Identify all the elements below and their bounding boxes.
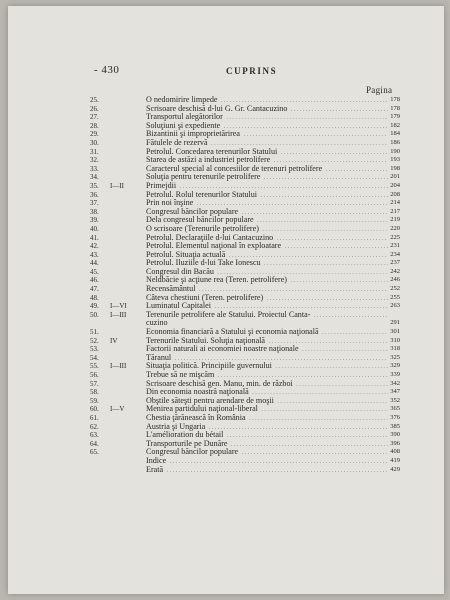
toc-entry [8, 173, 444, 182]
toc-entry [8, 294, 444, 303]
entry-page: 219 [390, 216, 400, 224]
entry-number: 44. [90, 259, 99, 268]
entry-page: 246 [390, 276, 400, 284]
entry-page: 255 [390, 293, 400, 301]
entry-number: 31. [90, 147, 99, 156]
entry-number: 62. [90, 422, 99, 431]
entry-number: 29. [90, 130, 99, 139]
toc-entry [8, 354, 444, 363]
entry-parts: I—VI [110, 302, 127, 311]
entry-number: 47. [90, 285, 99, 294]
entry-number: 60. [90, 405, 99, 414]
entry-page: 201 [390, 173, 400, 181]
entry-parts: IV [110, 336, 118, 345]
entry-page: 242 [390, 267, 400, 275]
entry-number: 38. [90, 207, 99, 216]
entry-title: Terenurile Statului. Soluţia naţională [146, 336, 266, 345]
entry-page: 318 [390, 345, 400, 353]
toc-entry [8, 388, 444, 397]
toc-entry [8, 199, 444, 208]
toc-entry [8, 276, 444, 285]
entry-parts: I—III [110, 310, 127, 319]
toc-entry [8, 251, 444, 260]
entry-page: 234 [390, 250, 400, 258]
toc-entry [8, 362, 444, 371]
entry-number: 43. [90, 250, 99, 259]
entry-page: 186 [390, 138, 400, 146]
toc-entry [8, 268, 444, 277]
toc-entry [8, 380, 444, 389]
entry-number: 45. [90, 267, 99, 276]
entry-title: Prin noi înşine [146, 199, 194, 208]
entry-number: 49. [90, 302, 99, 311]
entry-page: 237 [390, 259, 400, 267]
entry-title: Primejdii [146, 181, 177, 190]
toc-entry [8, 397, 444, 406]
entry-title: Trebue să ne mişcăm [146, 371, 215, 379]
entry-title: Recensământul [146, 285, 196, 294]
toc-entry [8, 156, 444, 165]
entry-page: 408 [390, 448, 400, 456]
entry-page: 179 [390, 113, 400, 121]
entry-page: 182 [390, 121, 400, 129]
entry-title: Indice [146, 456, 167, 465]
entry-page: 329 [390, 362, 400, 370]
entry-title-wrap [146, 466, 388, 476]
entry-page: 225 [390, 233, 400, 241]
toc-entry [8, 130, 444, 139]
entry-number: 28. [90, 121, 99, 130]
entry-page: 178 [390, 104, 400, 112]
toc-entry [8, 448, 444, 457]
toc-entry [8, 234, 444, 243]
entry-title: Factorii naturali ai economiei noastre naţionale [146, 345, 299, 354]
entry-title: Transportul alegătorilor [146, 113, 223, 122]
entry-title: Erată [146, 465, 164, 474]
entry-title: Austria şi Ungaria [146, 422, 206, 431]
entry-page: 184 [390, 130, 400, 138]
entry-page: 390 [390, 431, 400, 439]
entry-page: 342 [390, 379, 400, 387]
toc-entry [8, 122, 444, 131]
entry-page: 385 [390, 422, 400, 430]
entry-number: 30. [90, 138, 99, 147]
toc-entry [8, 414, 444, 423]
toc-entry [8, 165, 444, 174]
entry-page: 198 [390, 164, 400, 172]
entry-parts: I—V [110, 405, 125, 414]
entry-number: 42. [90, 242, 99, 251]
entry-title: L'amélioration du bétail [146, 431, 224, 440]
entry-number: 40. [90, 224, 99, 233]
entry-number: 33. [90, 164, 99, 173]
entry-title: cuzino [146, 319, 168, 328]
page-number: - 430 [94, 64, 120, 76]
toc-entry [8, 216, 444, 225]
entry-title: Chestia ţărănească în România [146, 413, 246, 422]
toc-entry [8, 440, 444, 449]
entry-number: 57. [90, 379, 99, 388]
toc-entry [8, 371, 444, 380]
entry-title: Fătulele de rezervă [146, 138, 208, 147]
entry-number: 36. [90, 190, 99, 199]
entry-number: 59. [90, 396, 99, 405]
toc-entry [8, 259, 444, 268]
entry-page: 429 [390, 465, 400, 473]
entry-title: Menirea partidului naţional-liberal [146, 405, 258, 414]
entry-number: 58. [90, 388, 99, 397]
entry-page: 396 [390, 439, 400, 447]
entry-number: 26. [90, 104, 99, 113]
entry-page: 291 [390, 319, 400, 327]
toc-entry [8, 148, 444, 157]
entry-title: Petrolul. Concedarea terenurilor Statului [146, 147, 278, 156]
entry-title: Bizantinii şi improprietărirea [146, 130, 240, 139]
entry-page: 231 [390, 242, 400, 250]
toc-entry [8, 105, 444, 114]
entry-number: 37. [90, 199, 99, 208]
entry-number: 61. [90, 413, 99, 422]
entry-page: 263 [390, 302, 400, 310]
entry-title: Obştile săteşti pentru arendare de moşii [146, 396, 274, 405]
toc-entry [8, 302, 444, 311]
entry-title: Soluţiuni şi expediente [146, 121, 221, 130]
entry-title: Soluţia pentru terenurile petrolifere [146, 173, 261, 182]
entry-title: O nedomirire limpede [146, 96, 218, 104]
entry-title: Tăranul [146, 353, 172, 362]
toc-entry [8, 328, 444, 337]
entry-title: Câteva chestiuni (Teren. petrolifere) [146, 293, 264, 302]
entry-page: 252 [390, 285, 400, 293]
entry-number: 65. [90, 448, 99, 457]
entry-number: 52. [90, 336, 99, 345]
entry-page: 376 [390, 413, 400, 421]
entry-number: 53. [90, 345, 99, 354]
entry-title: Transporturile pe Dunăre [146, 439, 228, 448]
entry-title: Economia financiară a Statului şi economia naţională [146, 328, 319, 337]
toc-entry [8, 405, 444, 414]
entry-title: Petrolul. Rolul terenurilor Statului [146, 190, 258, 199]
entry-title: Dela congresul băncilor populare [146, 216, 254, 225]
entry-title: Din economia noastră naţională [146, 388, 249, 397]
entry-title: Starea de astăzi a industriei petrolifere [146, 156, 271, 165]
page-column-label: Pagina [366, 85, 393, 95]
entry-number: 54. [90, 353, 99, 362]
toc-entry [8, 285, 444, 294]
entry-title: Luminatul Capitalei [146, 302, 211, 311]
entry-number: 34. [90, 173, 99, 182]
entry-page: 220 [390, 224, 400, 232]
toc-entry [8, 423, 444, 432]
entry-parts: I—II [110, 181, 124, 190]
entry-page: 214 [390, 199, 400, 207]
entry-page: 339 [390, 371, 400, 378]
entry-title: Petrolul. Situaţia actuală [146, 250, 226, 259]
toc-entry [8, 457, 444, 466]
entry-title: Caracterul special al concesiilor de terenuri petrolifere [146, 164, 323, 173]
entry-title: Terenurile petrolifere ale Statului. Proiectul Canta- [146, 310, 311, 319]
toc-entry [8, 311, 444, 320]
entry-number: 55. [90, 362, 99, 371]
entry-title: Neldbăcie şi acţiune rea (Teren. petrolifere) [146, 276, 287, 285]
entry-page: 178 [390, 96, 400, 103]
entry-number: 64. [90, 439, 99, 448]
toc-entry [8, 225, 444, 234]
entry-page: 352 [390, 396, 400, 404]
entry-number: 46. [90, 276, 99, 285]
toc-entry [8, 466, 444, 475]
entry-title: Congresul băncilor populare [146, 448, 239, 457]
entry-number: 56. [90, 371, 99, 379]
entry-page: 204 [390, 181, 400, 189]
book-page [8, 6, 444, 594]
entry-title: Congresul din Bacău [146, 267, 214, 276]
toc-entry [8, 345, 444, 354]
toc-entry [8, 337, 444, 346]
entry-page: 365 [390, 405, 400, 413]
entry-title: Petrolul. Declaraţiile d-lui Cantacuzino [146, 233, 274, 242]
entry-number: 32. [90, 156, 99, 165]
entry-number: 39. [90, 216, 99, 225]
entry-page: 301 [390, 328, 400, 336]
entry-title: Situaţia politică. Principiile guvernului [146, 362, 272, 371]
entry-page: 208 [390, 190, 400, 198]
toc-entry [8, 182, 444, 191]
entry-title: Petrolul. Iluziile d-lui Take Ionescu [146, 259, 261, 268]
entry-number: 41. [90, 233, 99, 242]
entry-page: 217 [390, 207, 400, 215]
toc-entry [8, 96, 444, 105]
entry-number: 35. [90, 181, 99, 190]
table-of-contents [8, 96, 444, 474]
toc-entry [8, 431, 444, 440]
toc-entry [8, 319, 444, 328]
toc-entry [8, 139, 444, 148]
entry-title: Scrisoare deschisă gen. Manu, min. de război [146, 379, 293, 388]
entry-page: 193 [390, 156, 400, 164]
entry-parts: I—III [110, 362, 127, 371]
entry-number: 27. [90, 113, 99, 122]
entry-title: O scrisoare (Terenurile petrolifere) [146, 224, 259, 233]
entry-number: 50. [90, 310, 99, 319]
entry-page: 190 [390, 147, 400, 155]
entry-page: 325 [390, 353, 400, 361]
entry-number: 25. [90, 96, 99, 104]
entry-title: Scrisoare deschisă d-lui G. Gr. Cantacuzino [146, 104, 288, 113]
toc-entry [8, 191, 444, 200]
entry-number: 48. [90, 293, 99, 302]
entry-number: 63. [90, 431, 99, 440]
entry-page: 347 [390, 388, 400, 396]
entry-page: 419 [390, 456, 400, 464]
toc-entry [8, 208, 444, 217]
entry-number: 51. [90, 328, 99, 337]
toc-entry [8, 113, 444, 122]
toc-entry [8, 242, 444, 251]
entry-title: Congresul băncilor populare [146, 207, 239, 216]
running-title: CUPRINS [226, 66, 278, 76]
entry-title: Petrolul. Elementul naţional în exploatare [146, 242, 282, 251]
entry-page: 310 [390, 336, 400, 344]
